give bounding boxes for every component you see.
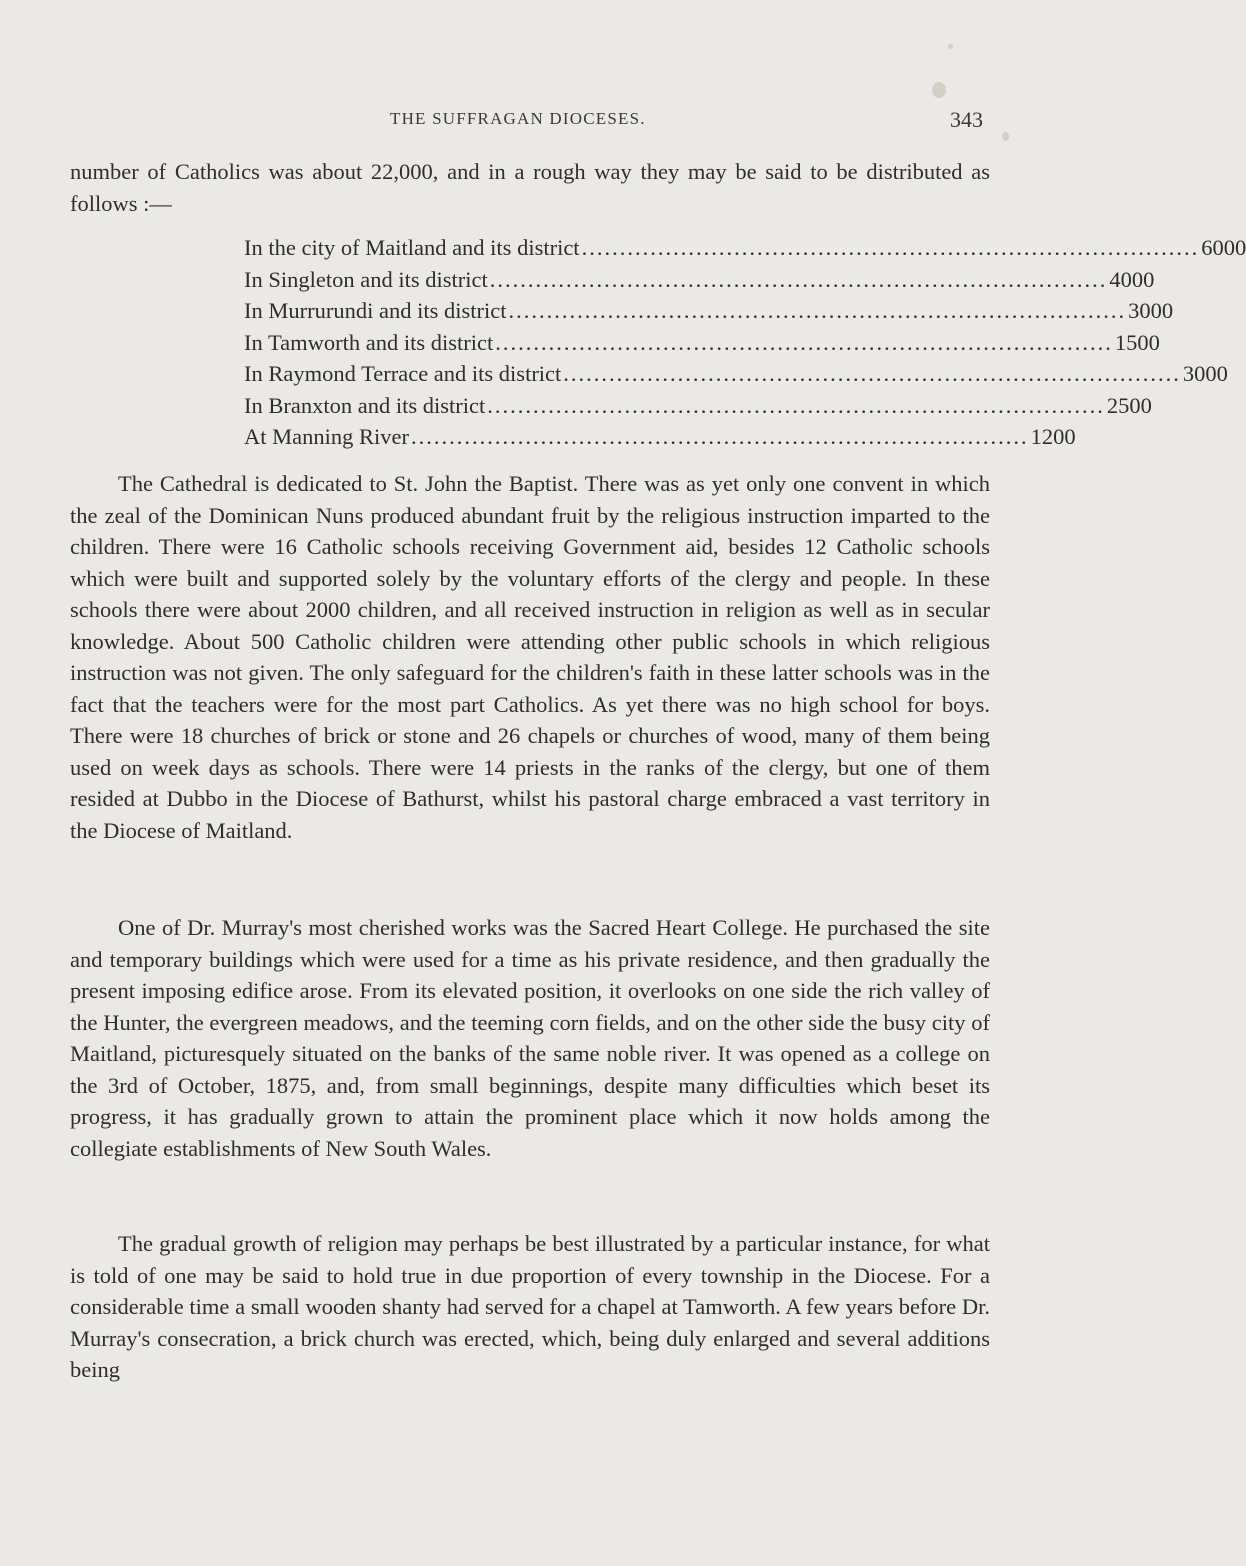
- distribution-row: [244, 358, 1228, 390]
- distribution-label: In Branxton and its district: [244, 392, 486, 418]
- paper-speck: [932, 82, 946, 98]
- distribution-row: [244, 295, 1174, 327]
- distribution-table: [244, 232, 1246, 453]
- distribution-label: In Singleton and its district: [244, 266, 488, 292]
- paper-speck: [948, 44, 953, 49]
- running-head: [0, 107, 1114, 137]
- distribution-label: In the city of Maitland and its district: [244, 235, 580, 260]
- distribution-label: At Manning River: [244, 424, 409, 449]
- paper-speck: [1002, 132, 1009, 141]
- paragraph-text: One of Dr. Murray's most cherished works was the Sacred Heart College. He purchased the site and temporary buildings which were used for a time as his private residence, and then gradually the present imposing edifice arose. From its elevated position, it overlooks on one side the rich valley of the Hunter, the evergreen meadows, and the teeming corn fields, and on the other side the busy city of Maitland, picturesquely situated on the banks of the same noble river. It was opened as a college on the 3rd of October, 1875, and, from small beginnings, despite many difficulties which beset its progress, it has gradually grown to attain the prominent place which it now holds among the collegiate establishments of New South Wales.: [70, 915, 990, 1161]
- distribution-row: [244, 232, 1246, 264]
- paragraph-text: The gradual growth of religion may perhaps be best illustrated by a particular instance, for what is told of one may be said to hold true in due proportion of every township in the Diocese. For a considerable time a small wooden shanty had served for a chapel at Tamworth. A few years before Dr. Murray's consecration, a brick church was erected, which, being duly enlarged and several additions being: [70, 1231, 990, 1382]
- distribution-row: [244, 327, 1160, 359]
- distribution-value: 2500: [1106, 392, 1152, 418]
- distribution-label: In Murrurundi and its district: [244, 298, 507, 323]
- running-title: THE SUFFRAGAN DIOCESES.: [390, 109, 646, 128]
- dot-leader: .................................................................................: [508, 298, 1127, 323]
- dot-leader: .................................................................................: [489, 266, 1108, 292]
- distribution-label: In Raymond Terrace and its district: [244, 361, 562, 386]
- distribution-label: In Tamworth and its district: [244, 329, 494, 355]
- paragraph-college: [70, 912, 990, 1164]
- distribution-value: 4000: [1109, 266, 1155, 292]
- intro-paragraph: number of Catholics was about 22,000, and in a rough way they may be said to be distributed as follows :—: [70, 159, 990, 216]
- distribution-value: 1500: [1114, 329, 1160, 355]
- distribution-value: 1200: [1030, 424, 1076, 449]
- dot-leader: .................................................................................: [581, 235, 1200, 260]
- dot-leader: .................................................................................: [410, 424, 1029, 449]
- paragraph-growth: [70, 1228, 990, 1386]
- distribution-value: 3000: [1182, 361, 1228, 386]
- dot-leader: .................................................................................: [495, 329, 1113, 355]
- paragraph-text: The Cathedral is dedicated to St. John the Baptist. There was as yet only one convent in which the zeal of the Dominican Nuns produced abundant fruit by the religious instruction imparted to the children. There were 16 Catholic schools receiving Government aid, besides 12 Catholic schools which were built and supported solely by the voluntary efforts of the clergy and people. In these schools there were about 2000 children, and all received instruction in religion as well as in secular knowledge. About 500 Catholic children were attending other public schools in which religious instruction was not given. The only safeguard for the children's faith in these latter schools was in the fact that the teachers were for the most part Catholics. As yet there was no high school for boys. There were 18 churches of brick or stone and 26 chapels or churches of wood, many of them being used on week days as schools. There were 14 priests in the ranks of the clergy, but one of them resided at Dubbo in the Diocese of Bathurst, whilst his pastoral charge embraced a vast territory in the Diocese of Maitland.: [70, 471, 990, 843]
- distribution-value: 3000: [1128, 298, 1174, 323]
- dot-leader: .................................................................................: [487, 392, 1105, 418]
- paragraph-cathedral: [70, 468, 990, 846]
- distribution-row: [244, 421, 1076, 453]
- distribution-row: [244, 264, 1155, 296]
- dot-leader: .................................................................................: [563, 361, 1181, 386]
- distribution-row: [244, 390, 1152, 422]
- distribution-value: 6000: [1201, 235, 1246, 260]
- page-number: 343: [950, 107, 983, 132]
